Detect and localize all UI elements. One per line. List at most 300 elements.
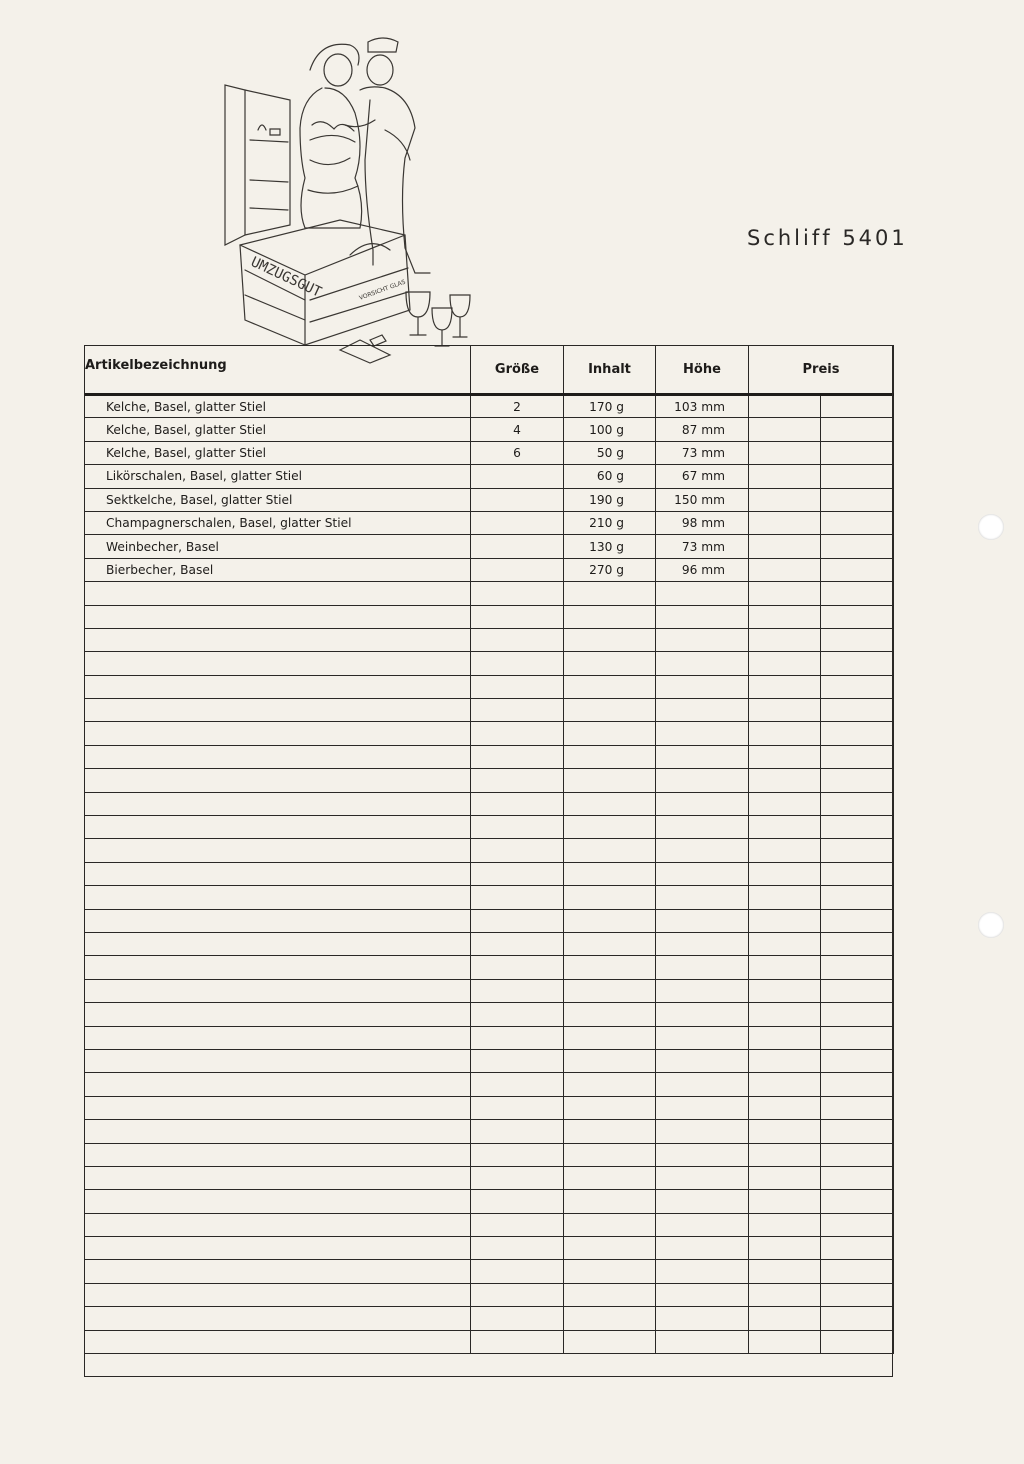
empty-table-row — [85, 1143, 894, 1166]
empty-cell — [656, 628, 749, 651]
empty-cell — [749, 1307, 821, 1330]
empty-cell — [85, 1096, 471, 1119]
empty-cell — [656, 1003, 749, 1026]
cell-preis-a — [749, 558, 821, 581]
cell-inhalt: 50 g — [564, 441, 656, 464]
document-title: Schliff 5401 — [747, 226, 908, 250]
empty-cell — [564, 1143, 656, 1166]
empty-cell — [656, 699, 749, 722]
empty-cell — [749, 1213, 821, 1236]
empty-cell — [471, 769, 564, 792]
empty-table-row — [85, 675, 894, 698]
empty-cell — [749, 605, 821, 628]
empty-cell — [749, 792, 821, 815]
empty-table-row — [85, 1260, 894, 1283]
empty-cell — [85, 652, 471, 675]
cell-artikel: Kelche, Basel, glatter Stiel — [85, 395, 471, 418]
empty-cell — [564, 769, 656, 792]
empty-table-row — [85, 1307, 894, 1330]
empty-cell — [656, 979, 749, 1002]
cell-groesse: 4 — [471, 418, 564, 441]
cell-hoehe: 150 mm — [656, 488, 749, 511]
empty-cell — [821, 1213, 894, 1236]
empty-cell — [471, 628, 564, 651]
cell-groesse — [471, 535, 564, 558]
empty-cell — [656, 769, 749, 792]
table-row — [85, 535, 894, 558]
empty-cell — [85, 745, 471, 768]
empty-cell — [564, 839, 656, 862]
cell-hoehe: 98 mm — [656, 511, 749, 534]
empty-cell — [821, 1307, 894, 1330]
empty-cell — [85, 1237, 471, 1260]
empty-cell — [85, 605, 471, 628]
cell-groesse — [471, 558, 564, 581]
empty-cell — [564, 979, 656, 1002]
empty-cell — [564, 1237, 656, 1260]
empty-cell — [656, 605, 749, 628]
empty-table-row — [85, 722, 894, 745]
empty-cell — [85, 1073, 471, 1096]
empty-cell — [656, 862, 749, 885]
empty-cell — [564, 1096, 656, 1119]
empty-cell — [656, 652, 749, 675]
cell-artikel: Kelche, Basel, glatter Stiel — [85, 441, 471, 464]
empty-cell — [821, 956, 894, 979]
empty-table-row — [85, 1283, 894, 1306]
empty-cell — [471, 886, 564, 909]
empty-cell — [564, 1283, 656, 1306]
empty-cell — [85, 1049, 471, 1072]
table-row — [85, 395, 894, 418]
cell-preis-b — [821, 465, 894, 488]
empty-cell — [564, 932, 656, 955]
empty-cell — [656, 1026, 749, 1049]
empty-cell — [564, 1330, 656, 1353]
cell-inhalt: 130 g — [564, 535, 656, 558]
empty-table-row — [85, 979, 894, 1002]
table-row — [85, 488, 894, 511]
cell-inhalt: 210 g — [564, 511, 656, 534]
empty-table-row — [85, 792, 894, 815]
empty-cell — [471, 1073, 564, 1096]
header-groesse: Größe — [471, 346, 564, 395]
empty-cell — [471, 1190, 564, 1213]
empty-cell — [471, 1003, 564, 1026]
empty-cell — [749, 909, 821, 932]
empty-cell — [749, 1143, 821, 1166]
punch-hole-lower — [978, 912, 1004, 938]
empty-table-row — [85, 582, 894, 605]
empty-cell — [564, 792, 656, 815]
empty-cell — [471, 1026, 564, 1049]
empty-cell — [85, 979, 471, 1002]
header-artikelbezeichnung — [85, 346, 471, 395]
cell-groesse: 6 — [471, 441, 564, 464]
empty-cell — [821, 1237, 894, 1260]
empty-cell — [471, 699, 564, 722]
crate-label-text: UMZUGSGUT — [248, 254, 324, 301]
empty-cell — [656, 792, 749, 815]
man-drawing — [345, 38, 430, 273]
empty-cell — [749, 1237, 821, 1260]
cell-inhalt: 190 g — [564, 488, 656, 511]
cell-artikel: Sektkelche, Basel, glatter Stiel — [85, 488, 471, 511]
empty-cell — [821, 816, 894, 839]
empty-table-row — [85, 745, 894, 768]
empty-cell — [85, 722, 471, 745]
empty-table-row — [85, 1049, 894, 1072]
empty-cell — [471, 1120, 564, 1143]
empty-cell — [749, 839, 821, 862]
empty-cell — [471, 1049, 564, 1072]
empty-cell — [471, 1237, 564, 1260]
empty-cell — [749, 1260, 821, 1283]
empty-cell — [749, 1120, 821, 1143]
cell-hoehe: 73 mm — [656, 535, 749, 558]
empty-cell — [85, 1143, 471, 1166]
empty-cell — [749, 675, 821, 698]
empty-table-row — [85, 1120, 894, 1143]
header-preis: Preis — [749, 346, 894, 395]
empty-cell — [749, 699, 821, 722]
empty-cell — [656, 582, 749, 605]
empty-cell — [749, 1330, 821, 1353]
empty-cell — [564, 722, 656, 745]
empty-cell — [749, 582, 821, 605]
price-table — [84, 345, 894, 1354]
empty-cell — [749, 1283, 821, 1306]
empty-cell — [564, 1307, 656, 1330]
empty-cell — [821, 1073, 894, 1096]
table-body — [85, 395, 894, 1354]
empty-cell — [656, 956, 749, 979]
table-header-row — [85, 346, 894, 395]
empty-cell — [821, 1283, 894, 1306]
empty-cell — [821, 862, 894, 885]
empty-table-row — [85, 628, 894, 651]
empty-cell — [471, 582, 564, 605]
empty-table-row — [85, 1003, 894, 1026]
empty-cell — [656, 1307, 749, 1330]
cell-hoehe: 87 mm — [656, 418, 749, 441]
empty-cell — [821, 722, 894, 745]
woman-drawing — [300, 44, 362, 228]
empty-cell — [471, 1260, 564, 1283]
empty-cell — [85, 1026, 471, 1049]
empty-cell — [85, 628, 471, 651]
empty-cell — [821, 1190, 894, 1213]
empty-cell — [749, 1003, 821, 1026]
cell-inhalt: 60 g — [564, 465, 656, 488]
cell-inhalt: 170 g — [564, 395, 656, 418]
empty-table-row — [85, 605, 894, 628]
empty-cell — [471, 1096, 564, 1119]
empty-cell — [749, 722, 821, 745]
table-row — [85, 465, 894, 488]
empty-cell — [656, 932, 749, 955]
empty-cell — [656, 1120, 749, 1143]
empty-cell — [656, 1073, 749, 1096]
empty-table-row — [85, 816, 894, 839]
empty-cell — [749, 862, 821, 885]
empty-cell — [85, 1190, 471, 1213]
empty-cell — [564, 1120, 656, 1143]
empty-cell — [656, 1166, 749, 1189]
empty-cell — [749, 886, 821, 909]
empty-cell — [85, 1283, 471, 1306]
cell-hoehe: 73 mm — [656, 441, 749, 464]
cell-artikel: Champagnerschalen, Basel, glatter Stiel — [85, 511, 471, 534]
punch-hole-upper — [978, 514, 1004, 540]
table-row — [85, 558, 894, 581]
empty-cell — [564, 1190, 656, 1213]
cell-preis-a — [749, 395, 821, 418]
empty-cell — [749, 769, 821, 792]
cell-preis-a — [749, 488, 821, 511]
empty-cell — [821, 839, 894, 862]
cell-artikel: Bierbecher, Basel — [85, 558, 471, 581]
empty-cell — [85, 956, 471, 979]
empty-table-row — [85, 862, 894, 885]
empty-cell — [471, 1166, 564, 1189]
empty-cell — [749, 1049, 821, 1072]
cell-preis-a — [749, 535, 821, 558]
cell-preis-a — [749, 511, 821, 534]
cell-inhalt: 270 g — [564, 558, 656, 581]
empty-cell — [821, 932, 894, 955]
cell-inhalt: 100 g — [564, 418, 656, 441]
cell-groesse: 2 — [471, 395, 564, 418]
empty-cell — [821, 605, 894, 628]
cell-hoehe: 67 mm — [656, 465, 749, 488]
cell-preis-b — [821, 535, 894, 558]
empty-cell — [564, 652, 656, 675]
cell-preis-b — [821, 418, 894, 441]
empty-cell — [471, 1213, 564, 1236]
cell-artikel: Likörschalen, Basel, glatter Stiel — [85, 465, 471, 488]
empty-cell — [749, 652, 821, 675]
empty-cell — [85, 862, 471, 885]
empty-cell — [749, 1190, 821, 1213]
empty-cell — [564, 675, 656, 698]
empty-cell — [656, 816, 749, 839]
empty-cell — [85, 769, 471, 792]
moving-couple-illustration — [210, 30, 490, 380]
cell-preis-a — [749, 465, 821, 488]
empty-cell — [821, 979, 894, 1002]
empty-cell — [85, 1120, 471, 1143]
empty-table-row — [85, 909, 894, 932]
empty-cell — [749, 628, 821, 651]
cell-hoehe: 96 mm — [656, 558, 749, 581]
empty-cell — [821, 582, 894, 605]
header-hoehe: Höhe — [656, 346, 749, 395]
empty-cell — [85, 1307, 471, 1330]
empty-table-row — [85, 956, 894, 979]
empty-cell — [564, 1213, 656, 1236]
empty-cell — [564, 582, 656, 605]
table-row — [85, 511, 894, 534]
empty-cell — [821, 1166, 894, 1189]
empty-cell — [564, 956, 656, 979]
empty-cell — [821, 1120, 894, 1143]
cell-preis-b — [821, 488, 894, 511]
empty-cell — [564, 909, 656, 932]
empty-cell — [656, 1143, 749, 1166]
empty-cell — [749, 1026, 821, 1049]
empty-cell — [656, 1283, 749, 1306]
empty-cell — [85, 816, 471, 839]
empty-cell — [821, 769, 894, 792]
cell-preis-a — [749, 441, 821, 464]
empty-cell — [656, 675, 749, 698]
empty-table-row — [85, 1073, 894, 1096]
empty-cell — [85, 1166, 471, 1189]
cell-groesse — [471, 488, 564, 511]
cell-preis-b — [821, 511, 894, 534]
empty-cell — [564, 1049, 656, 1072]
empty-cell — [749, 932, 821, 955]
empty-cell — [821, 699, 894, 722]
cell-preis-b — [821, 441, 894, 464]
empty-cell — [564, 1073, 656, 1096]
empty-cell — [749, 1096, 821, 1119]
empty-cell — [821, 1096, 894, 1119]
empty-cell — [471, 979, 564, 1002]
empty-cell — [821, 675, 894, 698]
empty-cell — [564, 1166, 656, 1189]
empty-cell — [821, 652, 894, 675]
empty-cell — [85, 886, 471, 909]
empty-table-row — [85, 1190, 894, 1213]
empty-cell — [656, 886, 749, 909]
empty-cell — [471, 1143, 564, 1166]
empty-cell — [821, 1143, 894, 1166]
empty-table-row — [85, 932, 894, 955]
empty-cell — [564, 699, 656, 722]
empty-cell — [656, 1330, 749, 1353]
cell-hoehe: 103 mm — [656, 395, 749, 418]
empty-cell — [749, 745, 821, 768]
empty-cell — [564, 862, 656, 885]
table-row — [85, 418, 894, 441]
empty-cell — [85, 675, 471, 698]
empty-cell — [85, 839, 471, 862]
empty-cell — [821, 1330, 894, 1353]
header-inhalt: Inhalt — [564, 346, 656, 395]
empty-cell — [821, 1260, 894, 1283]
empty-cell — [564, 816, 656, 839]
empty-cell — [471, 862, 564, 885]
empty-table-row — [85, 1213, 894, 1236]
empty-table-row — [85, 1096, 894, 1119]
empty-cell — [471, 652, 564, 675]
empty-cell — [85, 699, 471, 722]
empty-cell — [471, 675, 564, 698]
empty-cell — [656, 1096, 749, 1119]
cell-artikel: Weinbecher, Basel — [85, 535, 471, 558]
empty-cell — [821, 792, 894, 815]
empty-table-row — [85, 1026, 894, 1049]
empty-table-row — [85, 886, 894, 909]
empty-cell — [656, 909, 749, 932]
empty-cell — [821, 1003, 894, 1026]
cell-preis-a — [749, 418, 821, 441]
empty-cell — [471, 956, 564, 979]
empty-cell — [656, 1237, 749, 1260]
empty-table-row — [85, 1166, 894, 1189]
empty-cell — [564, 1026, 656, 1049]
empty-cell — [821, 1049, 894, 1072]
empty-cell — [749, 956, 821, 979]
empty-cell — [85, 582, 471, 605]
empty-cell — [656, 722, 749, 745]
empty-cell — [564, 745, 656, 768]
empty-cell — [471, 745, 564, 768]
empty-cell — [821, 745, 894, 768]
glasses-drawing — [406, 292, 470, 346]
empty-cell — [85, 1330, 471, 1353]
cell-groesse — [471, 511, 564, 534]
empty-cell — [821, 886, 894, 909]
empty-cell — [821, 909, 894, 932]
table-row — [85, 441, 894, 464]
empty-cell — [564, 605, 656, 628]
empty-cell — [656, 1260, 749, 1283]
empty-cell — [749, 816, 821, 839]
empty-cell — [656, 1190, 749, 1213]
empty-cell — [85, 932, 471, 955]
header-artikelbezeichnung-label: Artikelbezeichnung — [85, 358, 227, 373]
empty-table-row — [85, 769, 894, 792]
cell-groesse — [471, 465, 564, 488]
empty-cell — [656, 1213, 749, 1236]
empty-cell — [471, 816, 564, 839]
empty-cell — [749, 979, 821, 1002]
empty-cell — [471, 909, 564, 932]
cupboard-drawing — [225, 85, 290, 245]
empty-cell — [471, 605, 564, 628]
empty-cell — [85, 792, 471, 815]
empty-cell — [564, 886, 656, 909]
empty-cell — [749, 1073, 821, 1096]
empty-cell — [471, 932, 564, 955]
empty-cell — [821, 1026, 894, 1049]
empty-table-row — [85, 1237, 894, 1260]
empty-cell — [656, 1049, 749, 1072]
moving-crate-drawing — [240, 220, 410, 345]
crate-box-label-text: VORSICHT GLAS — [358, 278, 407, 302]
empty-cell — [471, 1307, 564, 1330]
empty-cell — [85, 1003, 471, 1026]
empty-cell — [471, 1283, 564, 1306]
empty-cell — [471, 792, 564, 815]
cell-preis-b — [821, 395, 894, 418]
empty-cell — [564, 1260, 656, 1283]
cell-preis-b — [821, 558, 894, 581]
empty-cell — [564, 1003, 656, 1026]
empty-cell — [471, 1330, 564, 1353]
empty-cell — [656, 745, 749, 768]
empty-cell — [85, 1213, 471, 1236]
empty-cell — [749, 1166, 821, 1189]
empty-cell — [656, 839, 749, 862]
empty-cell — [471, 839, 564, 862]
empty-table-row — [85, 699, 894, 722]
empty-cell — [821, 628, 894, 651]
empty-cell — [85, 1260, 471, 1283]
